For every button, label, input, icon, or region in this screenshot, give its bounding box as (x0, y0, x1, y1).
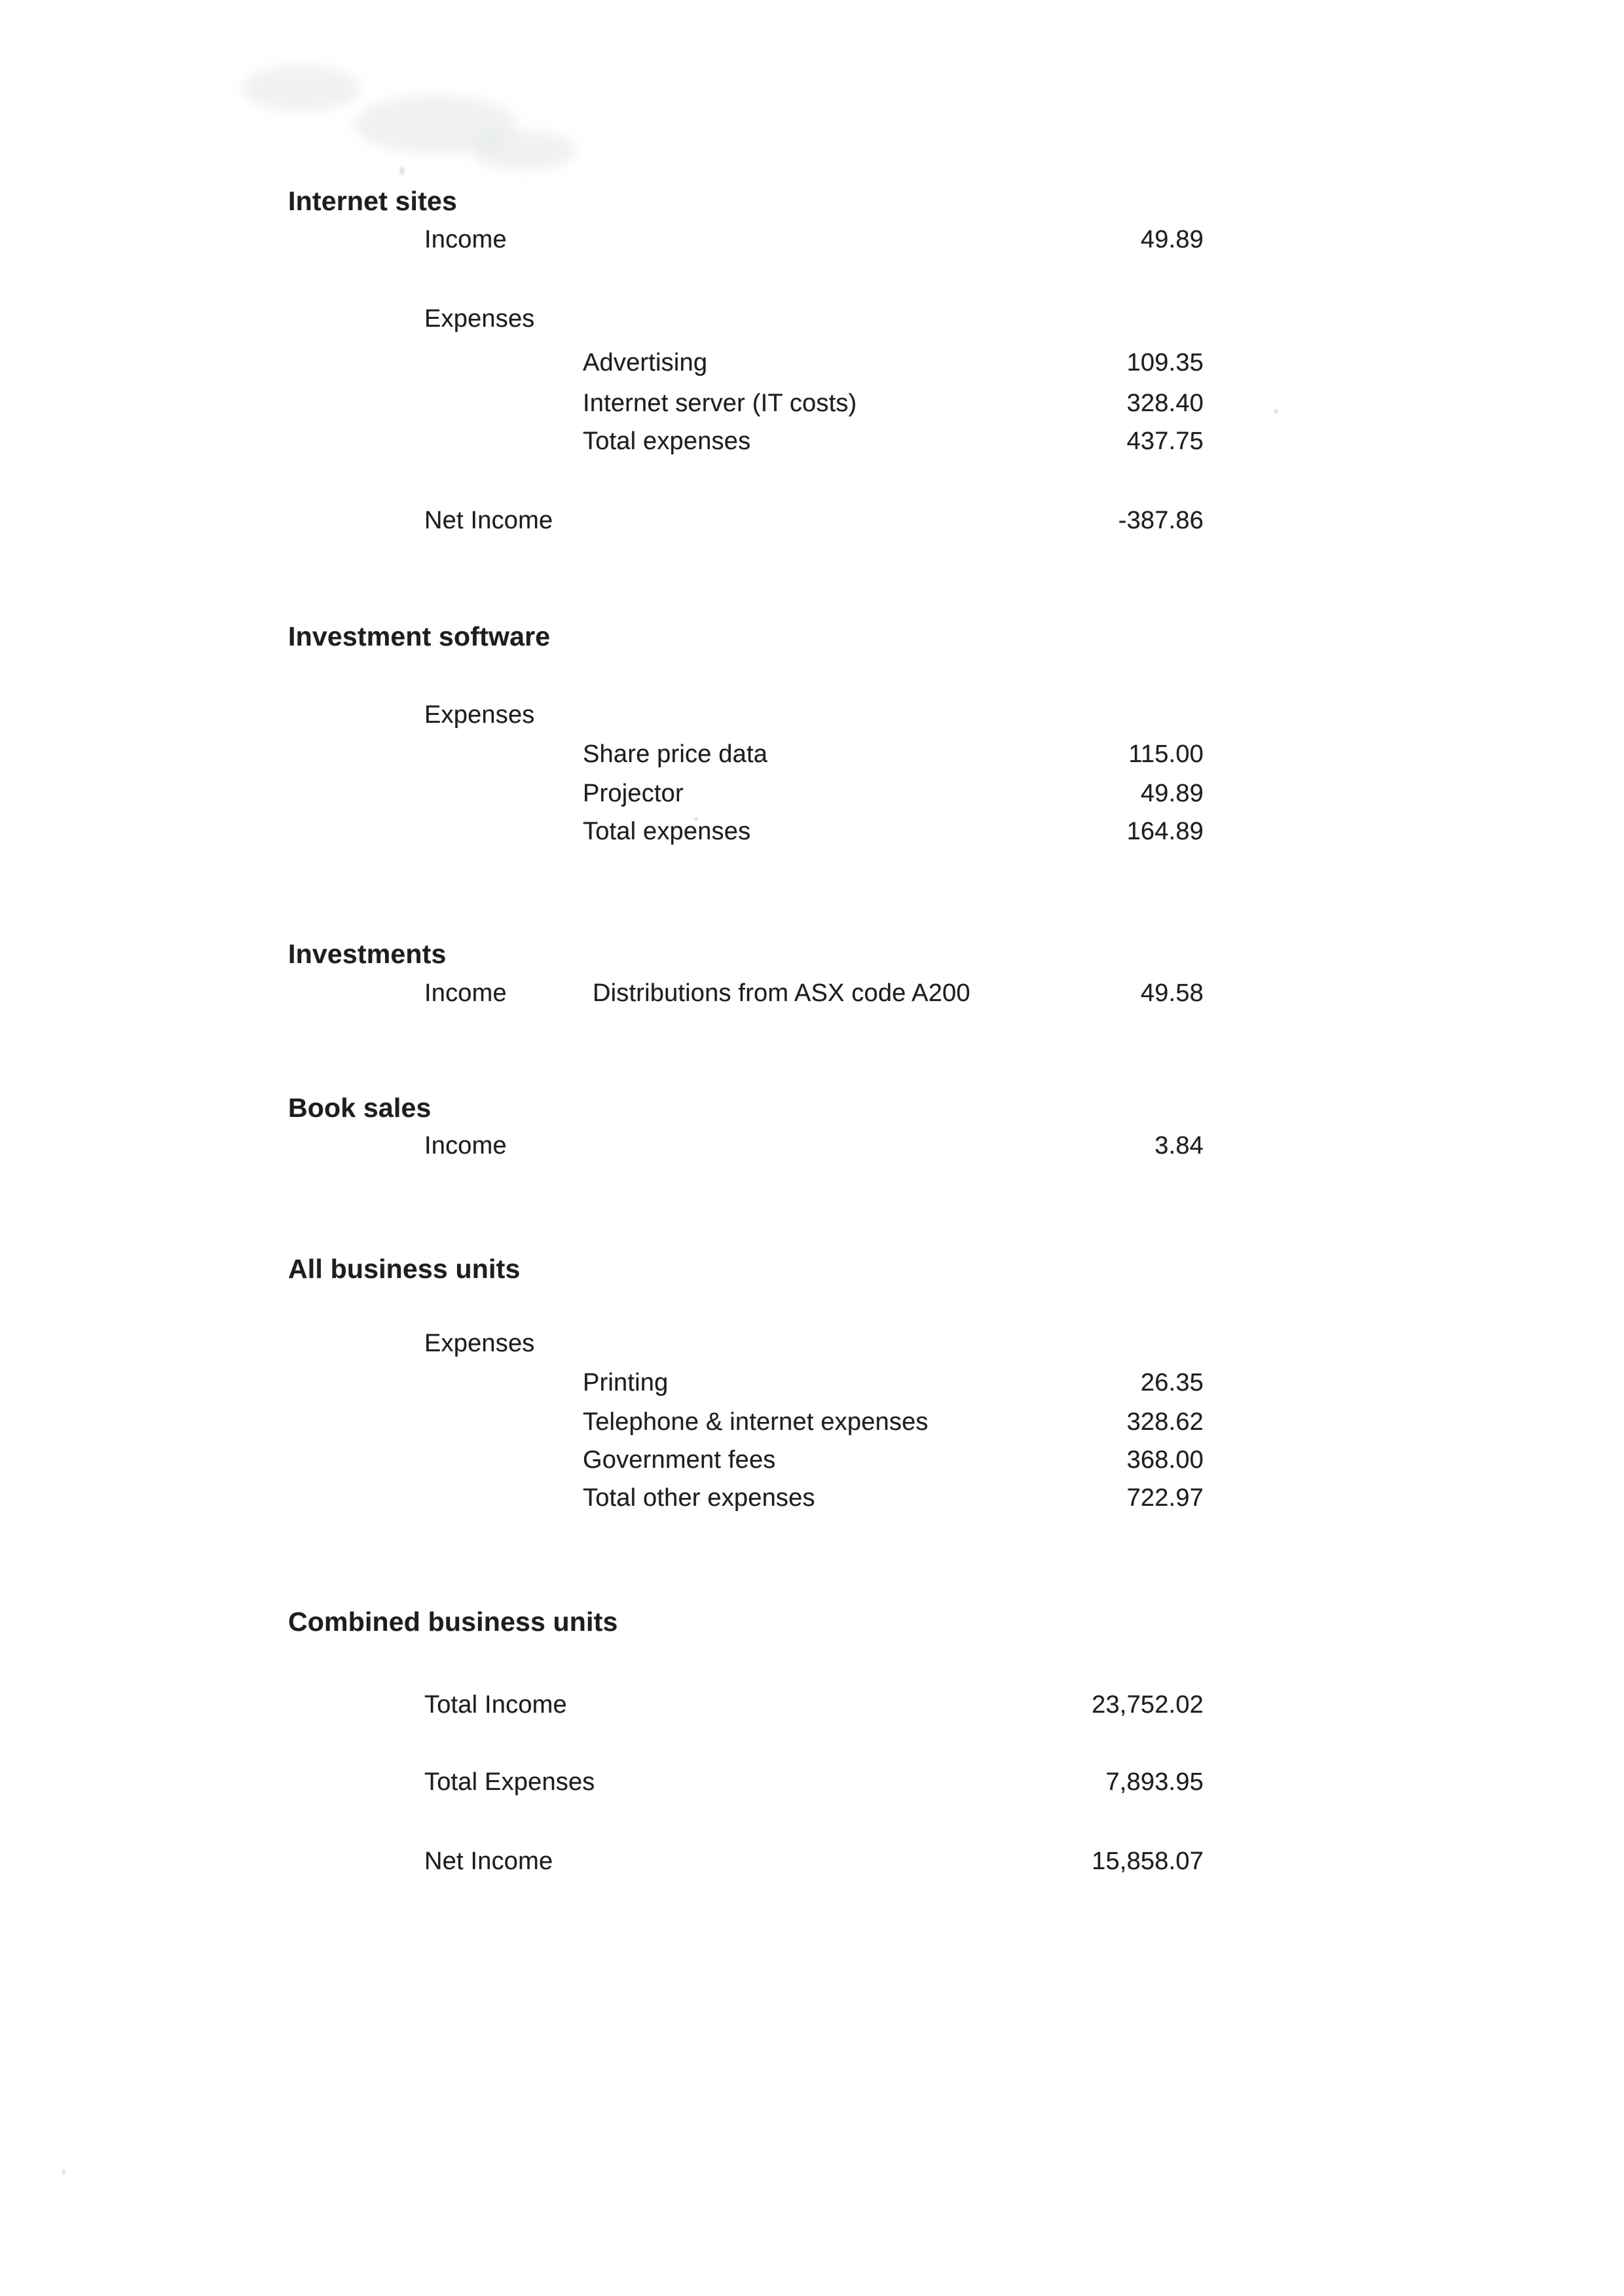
line-item-value: 115.00 (1128, 740, 1204, 768)
scan-speck (62, 2168, 65, 2175)
line-item-label: Government fees (583, 1446, 776, 1474)
line-item (0, 1688, 1624, 1721)
line-item (0, 223, 1624, 256)
line-item-label: Net Income (424, 507, 553, 534)
line-item (0, 699, 1624, 731)
line-item-label: Income (424, 226, 507, 253)
line-item (0, 1366, 1624, 1399)
line-item-label: Income (424, 979, 507, 1007)
line-item (0, 504, 1624, 537)
section-heading-investment-software: Investment software (288, 621, 551, 651)
line-item-label: Printing (583, 1369, 669, 1396)
line-item-value: 23,752.02 (1092, 1691, 1204, 1719)
section-heading-investments: Investments (288, 939, 447, 969)
line-item-value: 49.58 (1140, 979, 1204, 1007)
line-item-value: 437.75 (1126, 428, 1204, 455)
line-item (0, 1129, 1624, 1162)
line-item-value: -387.86 (1118, 507, 1204, 534)
line-item (0, 777, 1624, 810)
line-item-detail: Distributions from ASX code A200 (593, 979, 970, 1007)
line-item-value: 7,893.95 (1105, 1768, 1204, 1796)
scan-smudge (242, 65, 360, 111)
line-item (0, 1845, 1624, 1878)
line-item-value: 328.40 (1126, 390, 1204, 417)
line-item-value: 722.97 (1126, 1484, 1204, 1512)
line-item (0, 1444, 1624, 1476)
line-item-label: Total Expenses (424, 1768, 595, 1796)
line-item-label: Expenses (424, 701, 535, 729)
line-item-value: 49.89 (1140, 780, 1204, 807)
line-item-value: 109.35 (1126, 349, 1204, 376)
scan-speck (399, 167, 405, 175)
line-item (0, 977, 1624, 1010)
line-item-label: Internet server (IT costs) (583, 390, 857, 417)
line-item-label: Total expenses (583, 428, 751, 455)
line-item-label: Expenses (424, 1330, 535, 1357)
line-item-value: 164.89 (1126, 818, 1204, 845)
line-item-value: 328.62 (1126, 1408, 1204, 1436)
line-item (0, 1406, 1624, 1438)
line-item (0, 387, 1624, 420)
line-item (0, 738, 1624, 771)
line-item-value: 26.35 (1140, 1369, 1204, 1396)
line-item (0, 302, 1624, 335)
line-item-label: Expenses (424, 305, 535, 333)
line-item-label: Net Income (424, 1848, 553, 1875)
section-heading-combined-business-units: Combined business units (288, 1607, 618, 1637)
line-item-label: Income (424, 1132, 507, 1159)
line-item-value: 3.84 (1154, 1132, 1204, 1159)
line-item-label: Telephone & internet expenses (583, 1408, 929, 1436)
line-item-label: Total Income (424, 1691, 567, 1719)
line-item-label: Total other expenses (583, 1484, 815, 1512)
section-heading-internet-sites: Internet sites (288, 186, 457, 216)
scan-smudge (471, 131, 576, 170)
line-item-label: Total expenses (583, 818, 751, 845)
line-item (0, 1766, 1624, 1798)
line-item (0, 346, 1624, 379)
line-item-value: 15,858.07 (1092, 1848, 1204, 1875)
line-item (0, 425, 1624, 458)
line-item (0, 815, 1624, 848)
section-heading-all-business-units: All business units (288, 1254, 521, 1284)
line-item (0, 1482, 1624, 1514)
line-item-label: Projector (583, 780, 684, 807)
line-item-label: Advertising (583, 349, 708, 376)
section-heading-book-sales: Book sales (288, 1093, 432, 1123)
line-item-value: 368.00 (1126, 1446, 1204, 1474)
line-item-value: 49.89 (1140, 226, 1204, 253)
line-item (0, 1327, 1624, 1360)
line-item-label: Share price data (583, 740, 768, 768)
